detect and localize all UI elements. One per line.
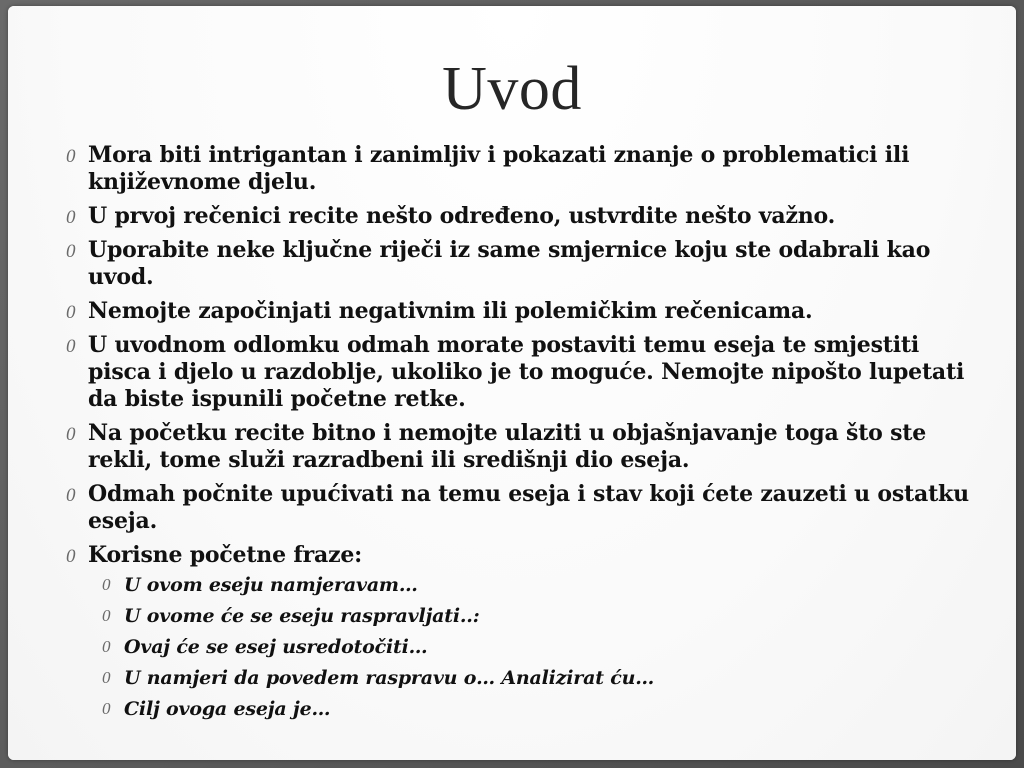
bullet-text: Mora biti intrigantan i zanimljiv i pokazati znanje o problematici ili književnome djelu. bbox=[88, 142, 910, 195]
bullet-text: U prvoj rečenici recite nešto određeno, ustvrdite nešto važno. bbox=[88, 203, 836, 229]
bullet-marker-icon: 0 bbox=[66, 146, 76, 167]
bullet-item bbox=[66, 542, 976, 721]
bullet-marker-icon: 0 bbox=[66, 241, 76, 262]
bullet-text: Korisne početne fraze: bbox=[88, 542, 363, 568]
sub-bullet-item bbox=[102, 697, 976, 721]
bullet-marker-icon: 0 bbox=[66, 336, 76, 357]
bullet-marker-icon: 0 bbox=[102, 637, 111, 656]
sub-bullet-text: U ovome će se eseju raspravljati..: bbox=[124, 605, 480, 627]
bullet-marker-icon: 0 bbox=[66, 424, 76, 445]
bullet-marker-icon: 0 bbox=[66, 485, 76, 506]
bullet-marker-icon: 0 bbox=[102, 606, 111, 625]
sub-bullet-text: U namjeri da povedem raspravu o… Analizirat ću… bbox=[124, 667, 654, 689]
sub-bullet-text: U ovom eseju namjeravam… bbox=[124, 574, 418, 596]
slide-title: Uvod bbox=[442, 55, 582, 123]
bullet-marker-icon: 0 bbox=[102, 699, 111, 718]
bullet-text: Odmah počnite upućivati na temu eseja i stav koji ćete zauzeti u ostatku eseja. bbox=[88, 481, 969, 534]
bullet-marker-icon: 0 bbox=[66, 546, 76, 567]
bullet-item bbox=[66, 203, 976, 230]
bullet-marker-icon: 0 bbox=[102, 575, 111, 594]
sub-bullet-text: Ovaj će se esej usredotočiti… bbox=[124, 636, 428, 658]
bullet-text: Uporabite neke ključne riječi iz same smjernice koju ste odabrali kao uvod. bbox=[88, 237, 931, 290]
bullet-item bbox=[66, 481, 976, 535]
slide-content bbox=[66, 142, 976, 728]
bullet-item bbox=[66, 298, 976, 325]
bullet-item bbox=[66, 142, 976, 196]
bullet-marker-icon: 0 bbox=[66, 207, 76, 228]
bullet-text: Na početku recite bitno i nemojte ulaziti u objašnjavanje toga što ste rekli, tome služi razradbeni ili središnji dio eseja. bbox=[88, 420, 927, 473]
bullet-text: U uvodnom odlomku odmah morate postaviti temu eseja te smjestiti pisca i djelo u razdoblje, ukoliko je to moguće. Nemojte nipošto lupetati da biste ispunili početne retke. bbox=[88, 332, 965, 412]
bullet-text: Nemojte započinjati negativnim ili polemičkim rečenicama. bbox=[88, 298, 813, 324]
bullet-item bbox=[66, 420, 976, 474]
bullet-item bbox=[66, 332, 976, 413]
bullet-marker-icon: 0 bbox=[66, 302, 76, 323]
sub-bullet-item bbox=[102, 666, 976, 690]
bullet-list bbox=[66, 142, 976, 721]
sub-bullet-item bbox=[102, 604, 976, 628]
sub-bullet-item bbox=[102, 573, 976, 597]
slide bbox=[8, 6, 1016, 760]
bullet-marker-icon: 0 bbox=[102, 668, 111, 687]
sub-bullet-item bbox=[102, 635, 976, 659]
sub-bullet-text: Cilj ovoga eseja je… bbox=[124, 698, 331, 720]
sub-bullet-list bbox=[88, 573, 976, 721]
bullet-item bbox=[66, 237, 976, 291]
